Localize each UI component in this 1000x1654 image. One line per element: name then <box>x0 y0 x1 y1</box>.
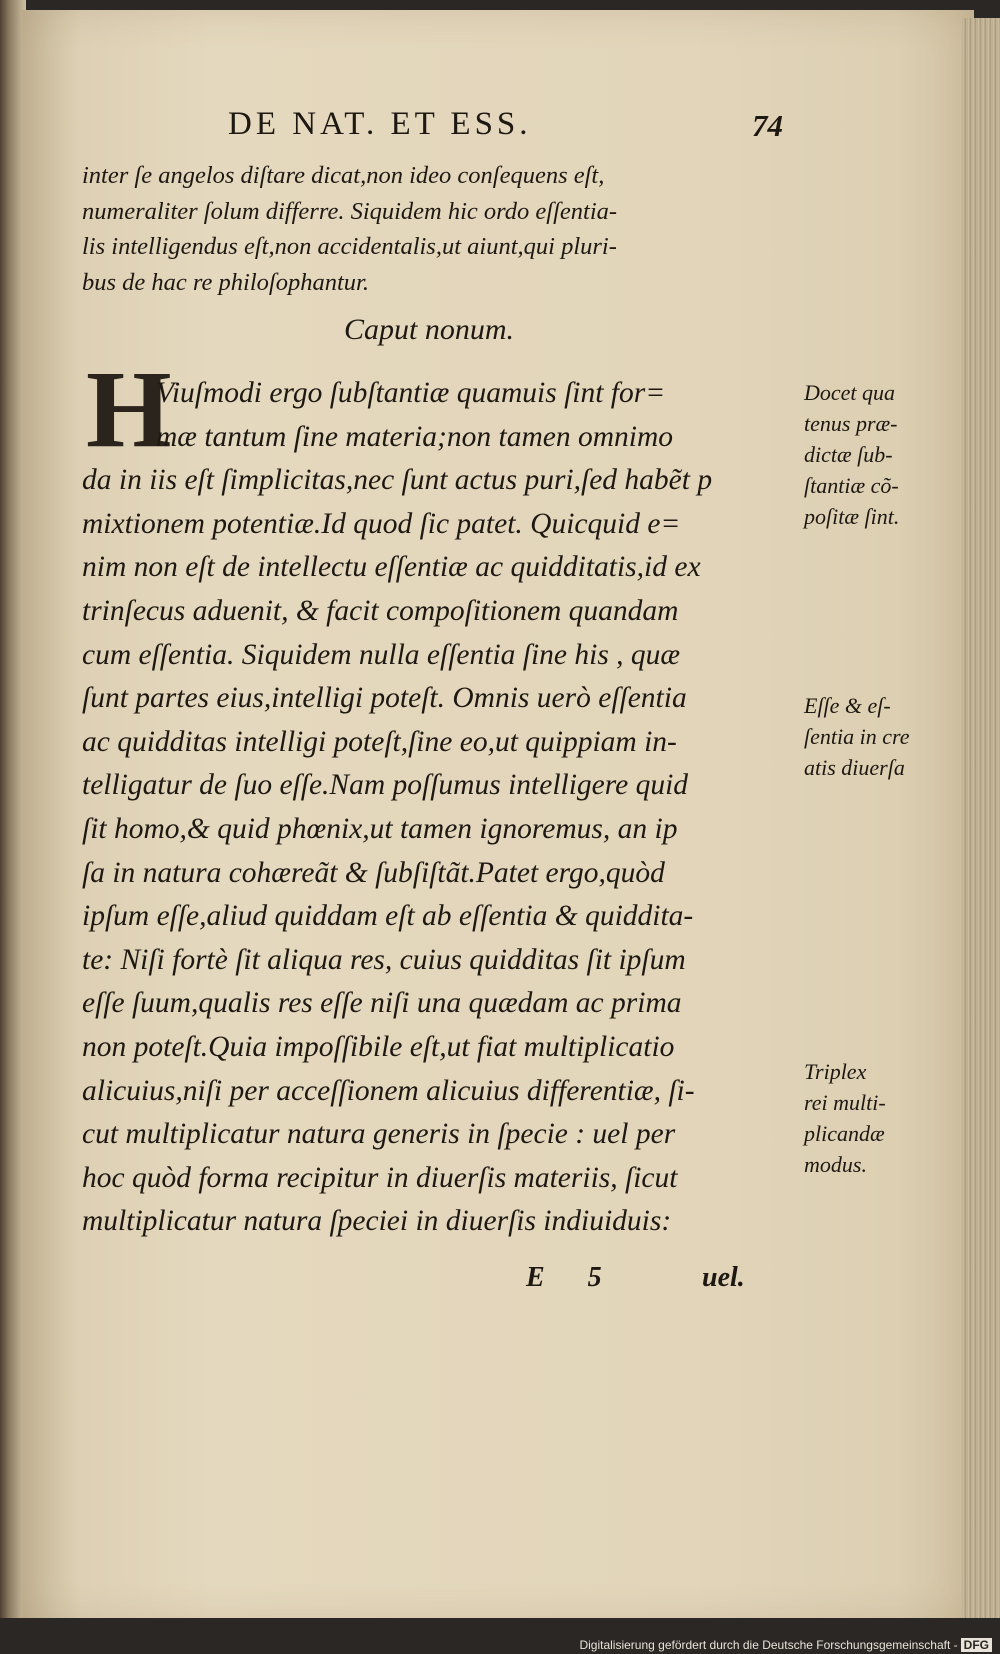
folio-number: 74 <box>752 108 783 143</box>
text-line: mixtionem potentiæ.Id quod ſic patet. Quicquid e= <box>82 507 681 540</box>
page-edges <box>962 18 1000 1618</box>
text-line: ſit homo,& quid phœnix,ut tamen ignoremus, an ip <box>82 812 678 845</box>
margin-note-line: plicandæ <box>804 1121 885 1146</box>
text-line: te: Niſi fortè ſit aliqua res, cuius quidditas ſit ipſum <box>82 943 686 976</box>
text-line: eſſe ſuum,qualis res eſſe niſi una quædam ac prima <box>82 987 682 1020</box>
text-line: alicuius,niſi per acceſſionem alicuius differentiæ, ſi- <box>82 1074 695 1107</box>
text-line: cut multiplicatur natura generis in ſpecie : uel per <box>82 1118 676 1151</box>
digitization-credit <box>579 1638 992 1652</box>
margin-note <box>804 690 954 783</box>
text-line: cum eſſentia. Siquidem nulla eſſentia ſine his , quæ <box>82 638 681 671</box>
text-line: numeraliter ſolum differre. Siquidem hic ordo eſſentia- <box>82 197 618 225</box>
text-line: telligatur de ſuo eſſe.Nam poſſumus intelligere quid <box>82 769 689 802</box>
margin-note-line: rei multi- <box>804 1090 886 1115</box>
text-line: ipſum eſſe,aliud quiddam eſt ab eſſentia & quiddita- <box>82 900 694 933</box>
text-line: inter ſe angelos diſtare dicat,non ideo conſequens eſt, <box>82 162 605 189</box>
text-line: ſunt partes eius,intelligi poteſt. Omnis uerò eſſentia <box>82 682 687 715</box>
text-line: ſa in natura cohæreãt & ſubſiſtãt.Patet ergo,quòd <box>82 856 665 889</box>
text-line: mæ tantum ſine materia;non tamen omnimo <box>156 420 674 453</box>
text-line: hoc quòd forma recipitur in diuerſis materiis, ſicut <box>82 1161 678 1194</box>
text-line: ac quidditas intelligi poteſt,ſine eo,ut quippiam in- <box>82 725 677 758</box>
drop-cap-initial: H <box>86 348 172 470</box>
text-line: nim non eſt de intellectu eſſentiæ ac quidditatis,id ex <box>82 551 701 584</box>
margin-note <box>804 377 954 532</box>
text-line: lis intelligendus eſt,non accidentalis,ut aiunt,qui pluri- <box>82 233 617 260</box>
margin-note-line: dictæ ſub- <box>804 442 893 467</box>
text-line: trinſecus aduenit, & facit compoſitionem quandam <box>82 594 679 627</box>
intro-paragraph <box>82 158 806 300</box>
margin-note-line: Triplex <box>804 1059 867 1084</box>
margin-note-line: atis diuerſa <box>804 755 905 780</box>
main-paragraph <box>82 372 794 1244</box>
text-line: Viuſmodi ergo ſubſtantiæ quamuis ſint for= <box>156 377 666 409</box>
dfg-logo: DFG <box>961 1638 992 1652</box>
text-line: multiplicatur natura ſpeciei in diuerſis indiuiduis: <box>82 1205 672 1238</box>
signature-mark: E 5 <box>526 1262 620 1293</box>
margin-note-line: tenus præ- <box>804 411 898 436</box>
credit-text: Digitalisierung gefördert durch die Deutsche Forschungsgemeinschaft - <box>579 1638 958 1652</box>
running-head: DE NAT. ET ESS. <box>228 106 532 142</box>
margin-note-line: modus. <box>804 1152 867 1177</box>
margin-note-line: Eſſe & eſ- <box>804 693 891 718</box>
margin-note-line: poſitæ ſint. <box>804 504 900 529</box>
margin-note-line: ſentia in cre <box>804 724 910 749</box>
text-line: non poteſt.Quia impoſſibile eſt,ut fiat multiplicatio <box>82 1030 675 1063</box>
margin-note-line: Docet qua <box>804 380 896 405</box>
margin-note <box>804 1056 954 1180</box>
catchword: uel. <box>702 1262 745 1293</box>
margin-note-line: ſtantiæ cõ- <box>804 473 899 498</box>
chapter-title: Caput nonum. <box>344 313 515 346</box>
text-line: da in iis eſt ſimplicitas,nec ſunt actus puri,ſed habẽt p <box>82 464 713 497</box>
text-line: bus de hac re philoſophantur. <box>82 268 369 296</box>
